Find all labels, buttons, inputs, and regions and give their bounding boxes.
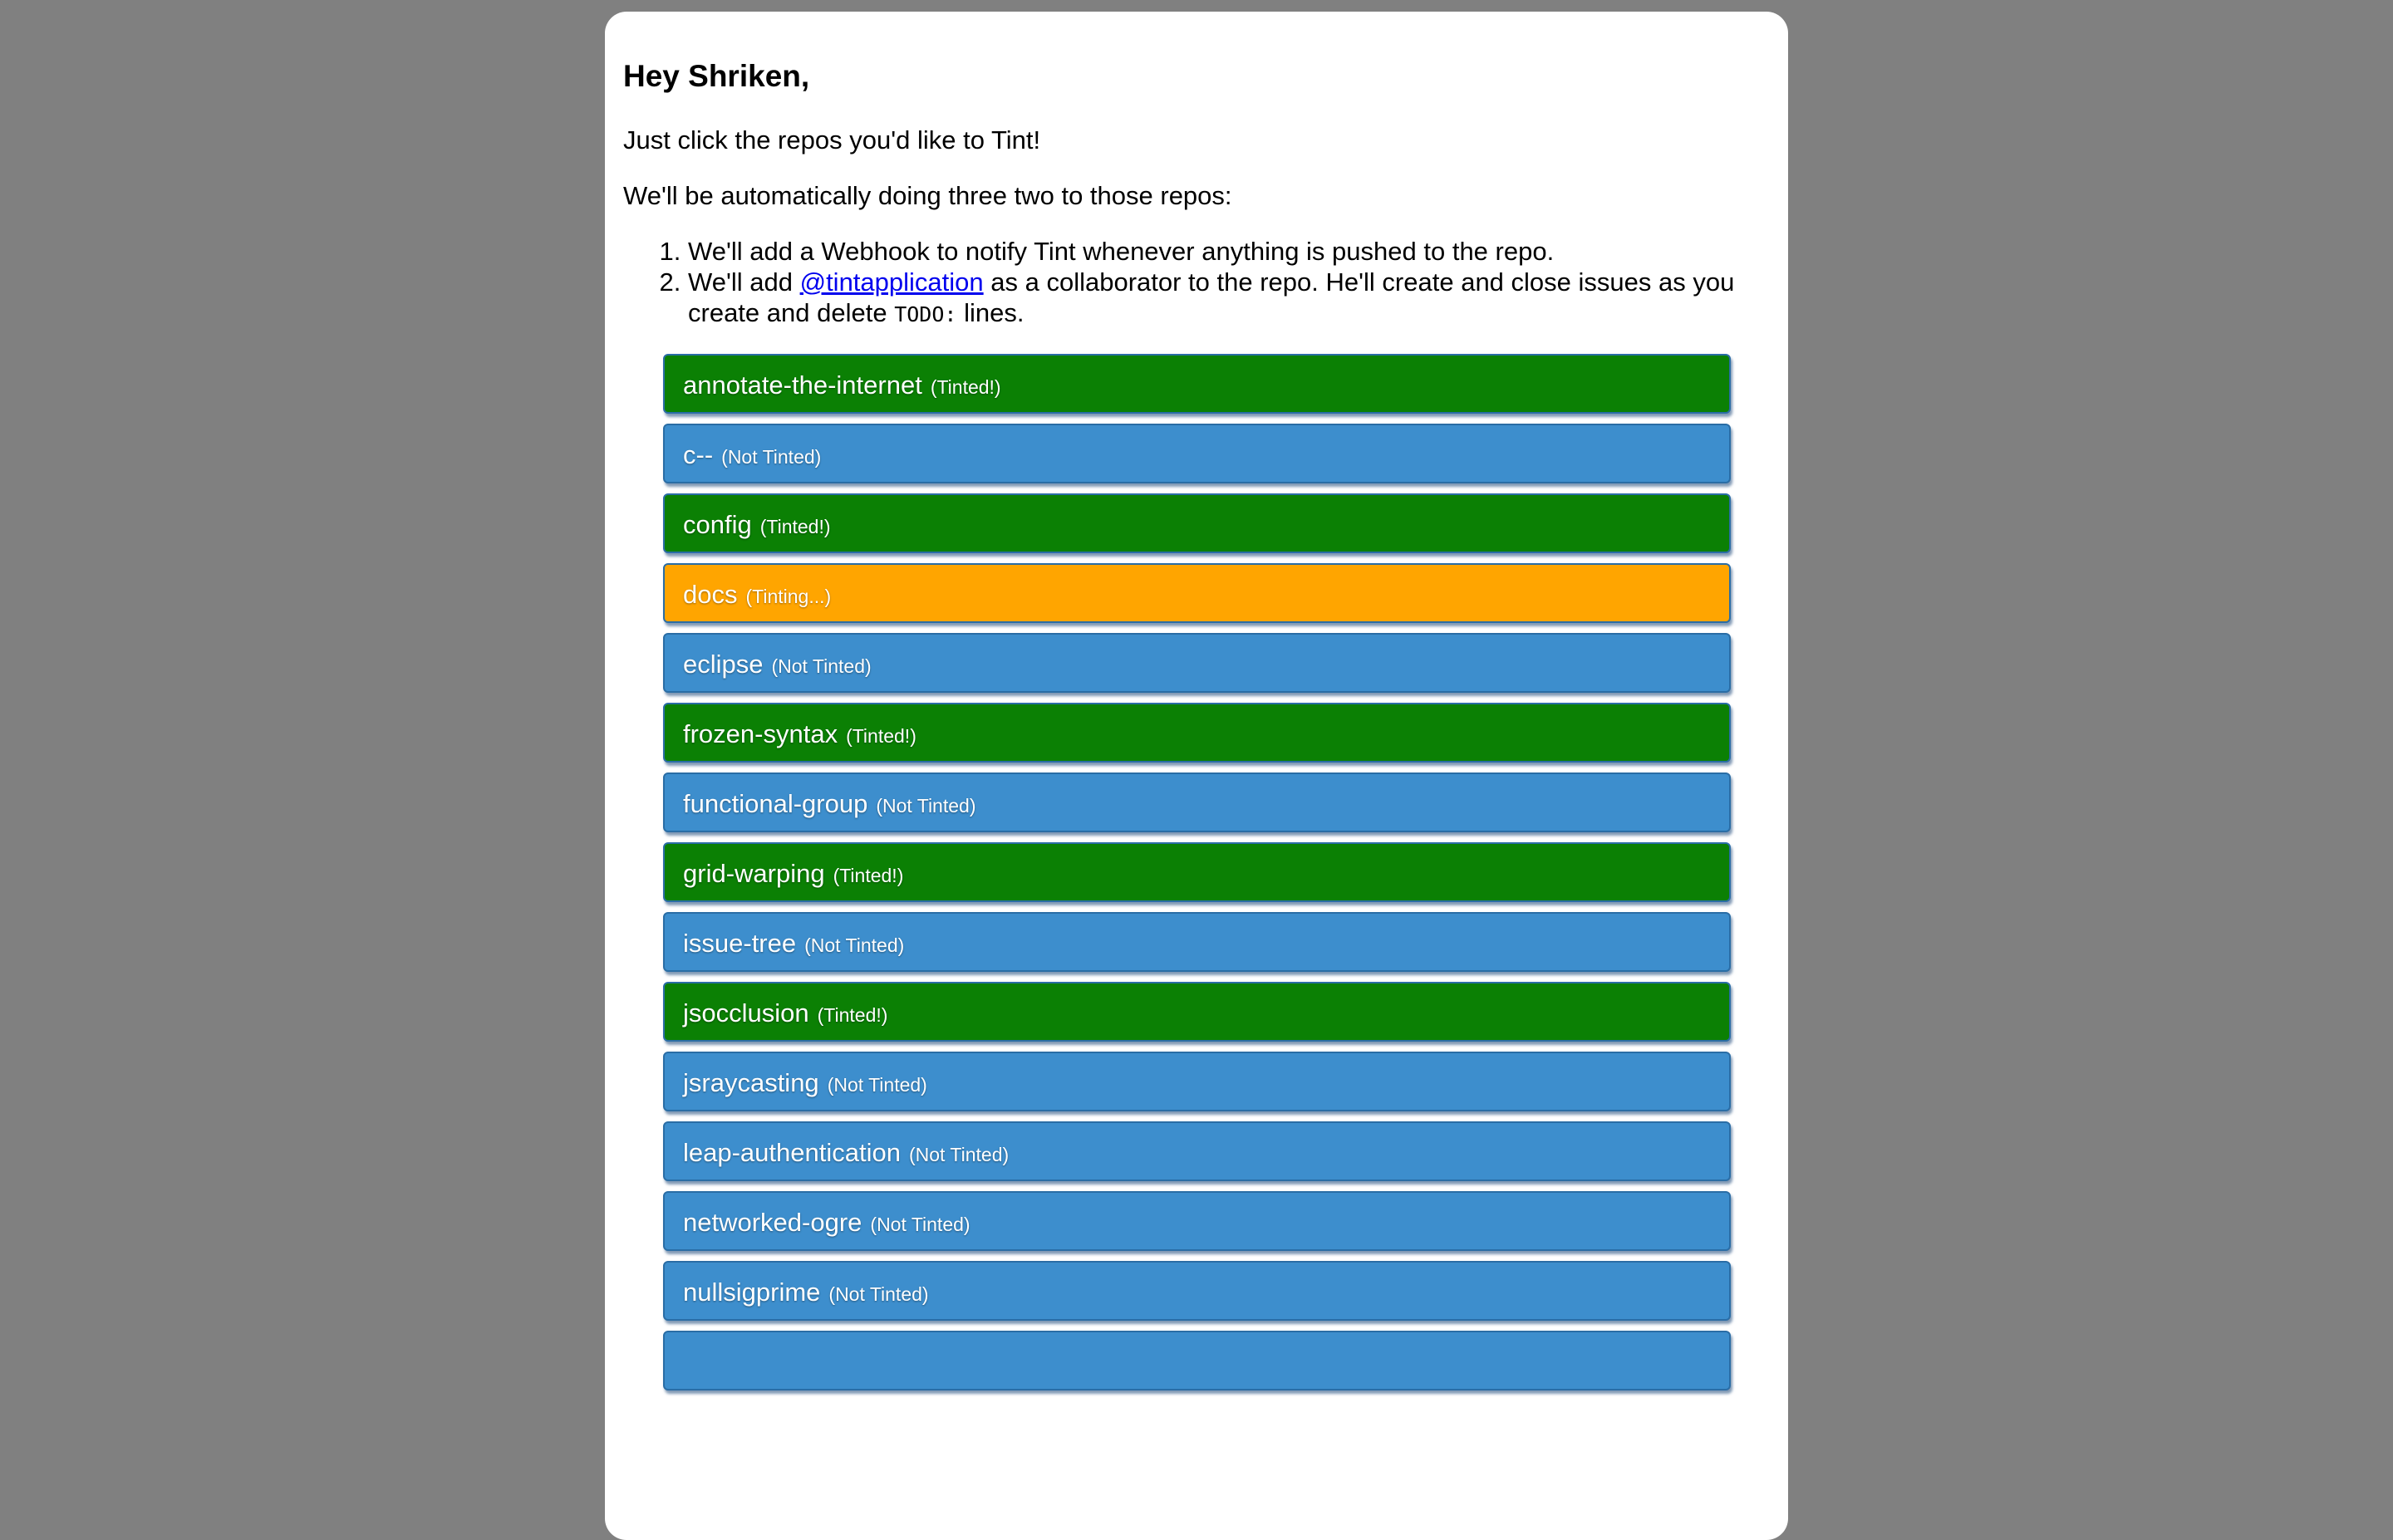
repo-name: grid-warping	[683, 859, 825, 888]
repo-button[interactable]	[663, 493, 1731, 553]
repo-name: c--	[683, 440, 714, 469]
repo-status: (Not Tinted)	[721, 446, 822, 468]
intro-line-2: We'll be automatically doing three two to those repos:	[623, 181, 1232, 210]
repo-name: networked-ogre	[683, 1208, 862, 1237]
repo-button[interactable]	[663, 1331, 1731, 1390]
tintapplication-link[interactable]: @tintapplication	[799, 267, 984, 297]
repo-button[interactable]	[663, 1261, 1731, 1321]
repo-button[interactable]	[663, 354, 1731, 414]
repo-list	[663, 354, 1731, 1390]
repo-button[interactable]	[663, 982, 1731, 1042]
repo-status: (Tinted!)	[759, 516, 831, 537]
repo-status: (Not Tinted)	[908, 1144, 1010, 1165]
repo-status: (Not Tinted)	[827, 1074, 927, 1096]
repo-name: config	[683, 510, 752, 539]
repo-name: issue-tree	[683, 929, 797, 958]
repo-button[interactable]	[663, 1191, 1731, 1251]
todo-code: TODO:	[894, 302, 957, 326]
step-item-collaborator	[688, 267, 1770, 330]
repo-name: docs	[683, 580, 738, 609]
repo-name: frozen-syntax	[683, 719, 838, 748]
greeting-heading: Hey Shriken,	[623, 59, 810, 93]
repo-status: (Tinted!)	[817, 1004, 888, 1026]
step-item-webhook	[688, 236, 1770, 267]
repo-button[interactable]	[663, 424, 1731, 483]
intro-line-1: Just click the repos you'd like to Tint!	[623, 125, 1041, 154]
steps-list	[623, 236, 1770, 330]
repo-status: (Not Tinted)	[828, 1283, 929, 1305]
repo-status: (Tinted!)	[833, 865, 904, 886]
repo-status: (Tinted!)	[846, 725, 916, 747]
onboarding-card	[605, 12, 1788, 1540]
repo-button[interactable]	[663, 1052, 1731, 1111]
repo-button[interactable]	[663, 563, 1731, 623]
repo-button[interactable]	[663, 842, 1731, 902]
repo-name: leap-authentication	[683, 1138, 901, 1167]
repo-status: (Tinted!)	[930, 376, 1001, 398]
repo-name: nullsigprime	[683, 1278, 821, 1307]
repo-button[interactable]	[663, 912, 1731, 972]
repo-button[interactable]	[663, 703, 1731, 763]
repo-status: (Not Tinted)	[870, 1214, 970, 1235]
repo-name: jsocclusion	[683, 998, 809, 1027]
repo-name: annotate-the-internet	[683, 370, 922, 400]
repo-status: (Tinting...)	[745, 586, 832, 607]
repo-status: (Not Tinted)	[804, 934, 905, 956]
repo-button[interactable]	[663, 772, 1731, 832]
repo-status: (Not Tinted)	[876, 795, 976, 817]
step-2-text-before-link: We'll add	[688, 267, 800, 297]
repo-name: functional-group	[683, 789, 868, 818]
repo-status: (Not Tinted)	[771, 655, 872, 677]
repo-button[interactable]	[663, 1121, 1731, 1181]
step-1-text: We'll add a Webhook to notify Tint whenever anything is pushed to the repo.	[688, 237, 1555, 266]
step-2-text-after-code: lines.	[956, 298, 1025, 327]
repo-name: eclipse	[683, 650, 764, 679]
repo-button[interactable]	[663, 633, 1731, 693]
step-2-text-after-link: as a collaborator to the repo. He'll create and close issues as you create and delete	[688, 267, 1735, 327]
repo-name: jsraycasting	[683, 1068, 819, 1097]
